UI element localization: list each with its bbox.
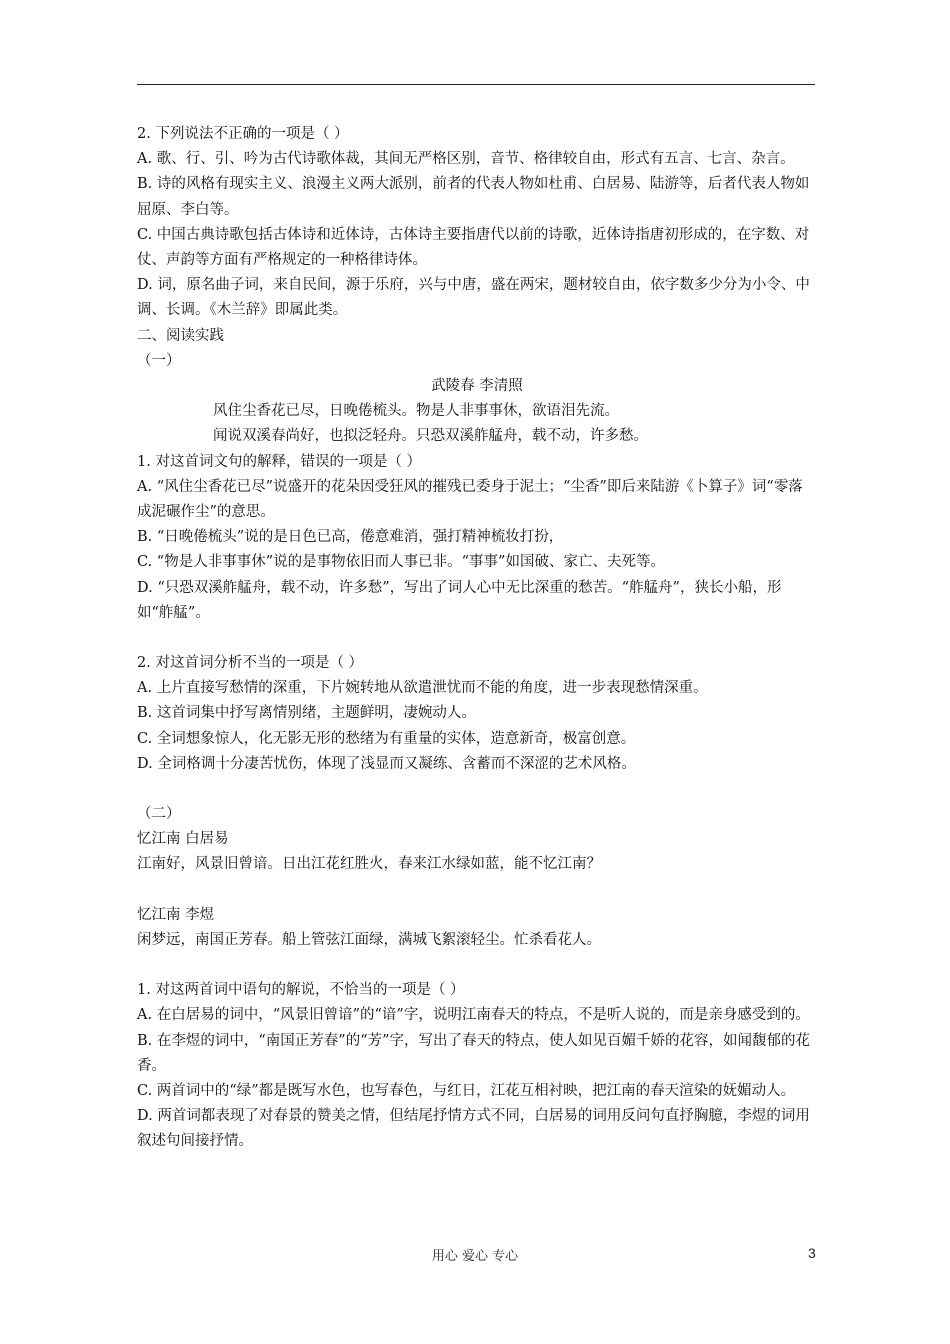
- section-heading: 二、阅读实践: [137, 327, 224, 344]
- q2-stem: 2. 下列说法不正确的一项是（ ）: [137, 126, 349, 142]
- p1q2-option-d: D. 全词格调十分凄苦忧伤，体现了浅显而又凝练、含蓄而不深涩的艺术风格。: [137, 755, 636, 772]
- spacer: [137, 878, 817, 903]
- poem3-text: 闲梦远，南国正芳春。船上管弦江面绿，满城飞絮滚轻尘。忙杀看花人。: [137, 931, 601, 948]
- poem-title: 武陵春 李清照: [431, 378, 523, 395]
- p1q2-option-a: A. 上片直接写愁情的深重，下片婉转地从欲遣泄忧而不能的角度，进一步表现愁情深重。: [137, 680, 708, 697]
- p1q1-option-d: D. “只恐双溪舴艋舟，载不动，许多愁”，写出了词人心中无比深重的愁苦。“舴艋舟”，狭长小船，形如“舴艋”。: [137, 579, 782, 621]
- p1q2-option-b: B. 这首词集中抒写离情别绪，主题鲜明，凄婉动人。: [137, 705, 476, 722]
- p1q2-option-c: C. 全词想象惊人，化无影无形的愁绪为有重量的实体，造意新奇，极富创意。: [137, 730, 636, 747]
- q2-option-d: D. 词，原名曲子词，来自民间，源于乐府，兴与中唐，盛在两宋，题材较自由，依字数多少分为小令、中调、长调。《木兰辞》即属此类。: [137, 277, 810, 319]
- q2-option-a: A. 歌、行、引、吟为古代诗歌体裁，其间无严格区别，音节、格律较自由，形式有五言、七言、杂言。: [137, 151, 795, 168]
- p1q2-stem: 2. 对这首词分析不当的一项是（ ）: [137, 655, 364, 672]
- spacer: [137, 626, 817, 651]
- p2q1-option-a: A. 在白居易的词中，“风景旧曾谙”的“谙”字，说明江南春天的特点，不是听人说的，而是亲身感受到的。: [137, 1007, 810, 1024]
- q2-option-c: C. 中国古典诗歌包括古体诗和近体诗，古体诗主要指唐代以前的诗歌，近体诗指唐初形成的，在字数、对仗、声韵等方面有严格规定的一种格律诗体。: [137, 226, 810, 269]
- p1q1-option-c: C. “物是人非事事休”说的是事物依旧而人事已非。“事事”如国破、家亡、夫死等。: [137, 554, 665, 571]
- poem2-title: 忆江南 白居易: [137, 831, 229, 848]
- poem-line: 风住尘香花已尽，日晚倦梳头。物是人非事事休，欲语泪先流。: [213, 403, 619, 420]
- poem2-text: 江南好，风景旧曾谙。日出江花红胜火，春来江水绿如蓝，能不忆江南？: [137, 856, 601, 873]
- page-footer: 用心 爱心 专心: [431, 1249, 519, 1264]
- p1q1-option-b: B. “日晚倦梳头”说的是日色已高，倦意难消，强打精神梳妆打扮，: [137, 529, 564, 546]
- p2q1-option-b: B. 在李煜的词中，“南国正芳春”的“芳”字，写出了春天的特点，使人如见百媚千娇的花容，如闻馥郁的花香。: [137, 1032, 811, 1074]
- poem3-title: 忆江南 李煜: [137, 906, 215, 923]
- page-number: 3: [808, 1245, 816, 1261]
- p2q1-option-c: C. 两首词中的“绿”都是既写水色，也写春色，与红日，江花互相衬映，把江南的春天渲染的妩媚动人。: [137, 1082, 796, 1099]
- p2q1-option-d: D. 两首词都表现了对春景的赞美之情，但结尾抒情方式不同，白居易的词用反问句直抒胸臆，李煜的词用叙述句间接抒情。: [137, 1108, 810, 1150]
- p1q1-stem: 1. 对这首词文句的解释，错误的一项是（ ）: [137, 453, 422, 470]
- part-label-1: （一）: [137, 352, 181, 369]
- p1q1-option-a: A. “风住尘香花已尽”说盛开的花朵因受狂风的摧残已委身于泥土；“尘香”即后来陆游《卜算子》词“零落成泥碾作尘”的意思。: [137, 478, 803, 521]
- document-body: [137, 122, 817, 1155]
- poem-line: 闻说双溪春尚好，也拟泛轻舟。只恐双溪舴艋舟，载不动，许多愁。: [213, 428, 648, 445]
- spacer: [137, 953, 817, 978]
- p2q1-stem: 1. 对这两首词中语句的解说，不恰当的一项是（ ）: [137, 982, 465, 999]
- part-label-2: （二）: [137, 806, 181, 823]
- spacer: [137, 777, 817, 802]
- q2-option-b: B. 诗的风格有现实主义、浪漫主义两大派别，前者的代表人物如杜甫、白居易、陆游等，后者代表人物如屈原、李白等。: [137, 176, 810, 218]
- header-rule: [137, 84, 815, 85]
